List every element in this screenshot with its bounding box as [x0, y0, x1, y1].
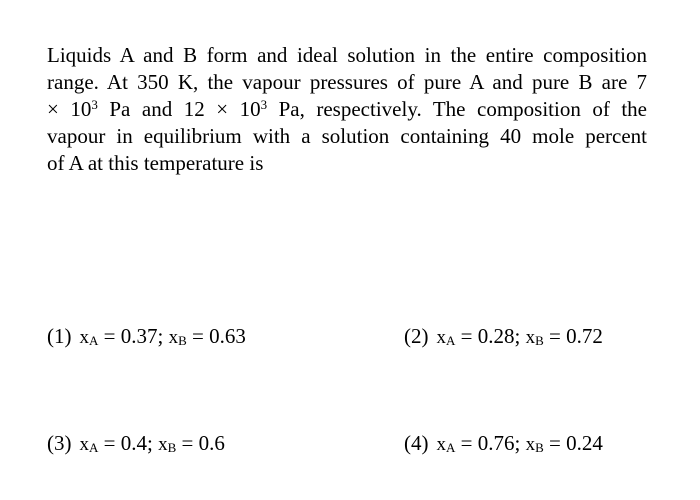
- mole-fraction-b-value: = 0.63: [186, 324, 246, 348]
- mole-fraction-b-value: = 0.72: [543, 324, 603, 348]
- mole-fraction-b-symbol: x: [525, 327, 536, 348]
- mole-fraction-a-symbol: x: [79, 434, 89, 455]
- option-2[interactable]: [404, 323, 603, 354]
- option-4[interactable]: [404, 430, 603, 461]
- question-line-5: of A at this temperature is: [47, 151, 264, 175]
- option-1[interactable]: [47, 323, 246, 354]
- mole-fraction-a-value: = 0.76;: [455, 431, 526, 455]
- question-line-3-part-c: Pa, respectively. The composition of the: [267, 97, 648, 121]
- subscript-a: A: [446, 440, 456, 455]
- mole-fraction-b-value: = 0.6: [176, 431, 225, 455]
- exponent-1: 3: [91, 97, 98, 112]
- option-number: (3): [47, 431, 72, 455]
- option-number: (1): [47, 324, 72, 348]
- mole-fraction-a-value: = 0.4;: [98, 431, 159, 455]
- question-line-4: vapour in equilibrium with a solution containing 40 mole percent: [47, 124, 647, 148]
- subscript-a: A: [89, 333, 99, 348]
- subscript-b: B: [535, 333, 544, 348]
- subscript-a: A: [89, 440, 99, 455]
- mole-fraction-b-value: = 0.24: [543, 431, 603, 455]
- mole-fraction-a-value: = 0.28;: [455, 324, 526, 348]
- mole-fraction-a-symbol: x: [436, 327, 446, 348]
- question-line-3: [47, 96, 647, 123]
- mole-fraction-a-value: = 0.37;: [98, 324, 169, 348]
- mole-fraction-b-symbol: x: [525, 434, 536, 455]
- question-line-2: range. At 350 K, the vapour pressures of pure A and pure B are 7: [47, 70, 647, 94]
- subscript-b: B: [178, 333, 187, 348]
- mole-fraction-b-symbol: x: [168, 327, 179, 348]
- question-text: [47, 42, 647, 177]
- subscript-b: B: [535, 440, 544, 455]
- question-line-1: Liquids A and B form and ideal solution in the entire composition: [47, 43, 647, 67]
- question-line-3-part-b: Pa and 12 × 10: [97, 97, 261, 121]
- mole-fraction-a-symbol: x: [436, 434, 446, 455]
- option-3[interactable]: [47, 430, 225, 461]
- option-number: (4): [404, 431, 429, 455]
- option-number: (2): [404, 324, 429, 348]
- mole-fraction-b-symbol: x: [158, 434, 168, 455]
- subscript-a: A: [446, 333, 456, 348]
- mole-fraction-a-symbol: x: [79, 327, 89, 348]
- exponent-2: 3: [260, 97, 268, 112]
- question-line-3-part-a: × 10: [47, 97, 92, 121]
- subscript-b: B: [167, 440, 177, 455]
